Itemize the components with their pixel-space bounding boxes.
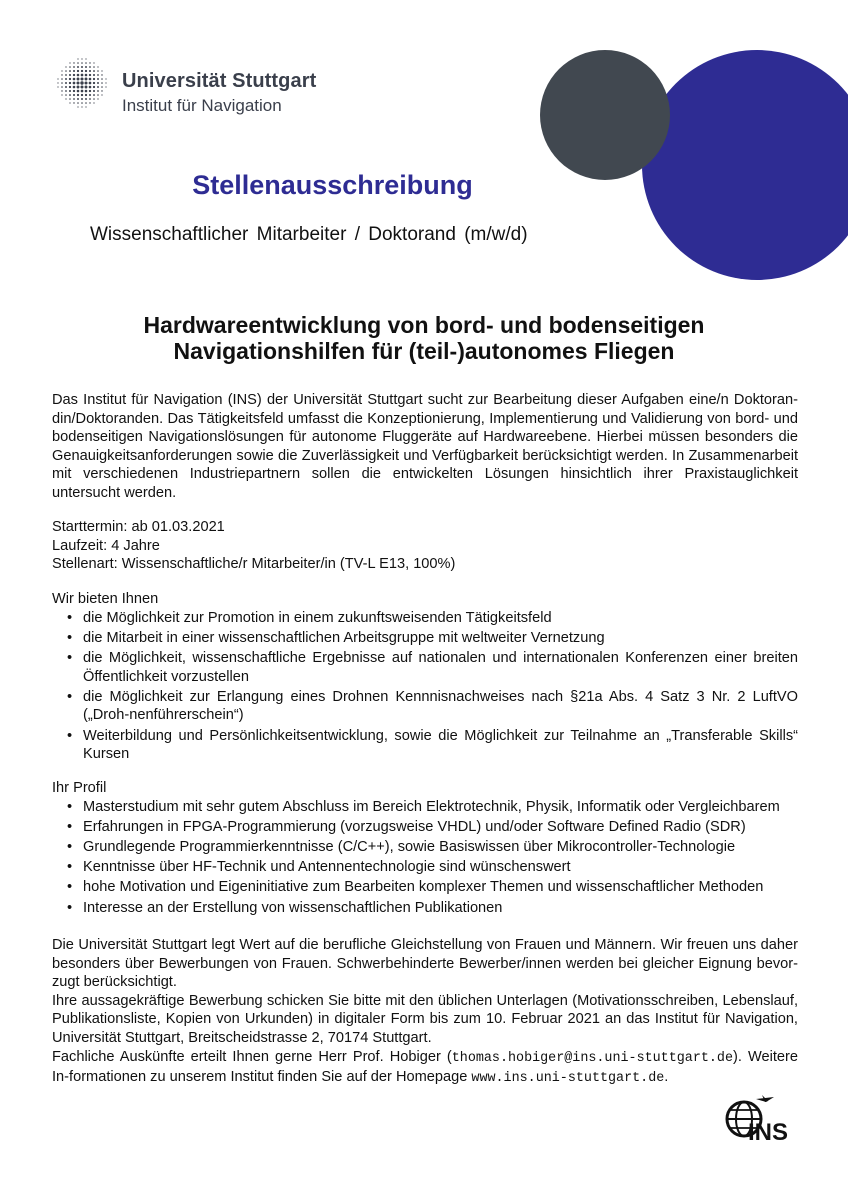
list-item: • die Möglichkeit, wissenschaftliche Ergebnisse auf nationalen und internationalen Konferenzen einer breiten Öffentlichkeit vorzustellen bbox=[52, 649, 798, 686]
ins-logo-text: INS bbox=[748, 1119, 789, 1143]
headline-line-1: Hardwareentwicklung von bord- und bodenseitigen bbox=[143, 312, 705, 338]
list-item: • die Möglichkeit zur Erlangung eines Drohnen Kennnisnachweises nach §21a Abs. 4 Satz 3 Nr. 2 LuftVO („Droh-nenführerschein“) bbox=[52, 688, 798, 725]
list-item: • die Mitarbeit in einer wissenschaftlichen Arbeitsgruppe mit weltweiter Vernetzung bbox=[52, 629, 798, 648]
application-paragraph: Ihre aussagekräftige Bewerbung schicken Sie bitte mit den üblichen Unterlagen (Motivationsschreiben, Lebenslauf, Publikationsliste, Kopien von Urkunden) in digitaler Form bis zum 10. Februar 2021 an das Institut für Navigation, Universität Stuttgart, Breitscheidstrasse 2, 70174 Stuttgart. bbox=[52, 992, 798, 1046]
list-item: • Masterstudium mit sehr gutem Abschluss im Bereich Elektrotechnik, Physik, Informatik oder Vergleichbarem bbox=[52, 798, 798, 817]
page-title: Stellenausschreibung bbox=[192, 170, 473, 200]
profile-list bbox=[52, 798, 798, 918]
headline-line-2: Navigationshilfen für (teil-)autonomes Fliegen bbox=[173, 338, 675, 364]
contact-prefix: Fachliche Auskünfte erteilt Ihnen gerne Herr Prof. Hobiger ( bbox=[52, 1048, 452, 1065]
intro-paragraph: Das Institut für Navigation (INS) der Universität Stuttgart sucht zur Bearbeitung dieser Aufgaben eine/n Doktoran-din/Doktoranden. Das Tätigkeitsfeld umfasst die Konzeptionierung, Implementierung und Validierung von bord- und bodenseitigen Navigationslösungen für autonome Fluggeräte auf Hardwareebene. Hierbei müssen besonders die Genauigkeitsanforderungen sowie die Zuverlässigkeit und Verfügbarkeit berücksichtigt werden. In Zusammenarbeit mit verschiedenen Industriepartnern sollen die entwickelten Lösungen hinsichtlich ihrer Praxistauglichkeit untersucht werden. bbox=[52, 392, 798, 501]
position-details bbox=[52, 518, 798, 574]
profile-section bbox=[52, 779, 798, 919]
list-item: • Kenntnisse über HF-Technik und Antennentechnologie sind wünschenswert bbox=[52, 858, 798, 877]
contact-paragraph bbox=[52, 1048, 798, 1089]
offer-section bbox=[52, 590, 798, 765]
list-item: • die Möglichkeit zur Promotion in einem zukunftsweisenden Tätigkeitsfeld bbox=[52, 609, 798, 628]
homepage-link[interactable]: www.ins.uni-stuttgart.de bbox=[471, 1071, 665, 1087]
equality-paragraph: Die Universität Stuttgart legt Wert auf die berufliche Gleichstellung von Frauen und Männern. Wir freuen uns daher besonders über Bewerbungen von Frauen. Schwerbehinderte Bewerber/innen werden bei gleicher Eignung bevor-zugt berücksichtigt. bbox=[52, 937, 798, 991]
list-item: • Grundlegende Programmierkenntnisse (C/C++), sowie Basiswissen über Mikrocontroller-Technologie bbox=[52, 838, 798, 857]
duration: Laufzeit: 4 Jahre bbox=[52, 537, 160, 554]
offer-heading: Wir bieten Ihnen bbox=[52, 591, 159, 607]
decorative-circle-blue bbox=[642, 50, 848, 280]
profile-heading: Ihr Profil bbox=[52, 780, 107, 796]
project-headline bbox=[40, 312, 808, 364]
contact-suffix: . bbox=[664, 1069, 669, 1086]
list-item: • Erfahrungen in FPGA-Programmierung (vorzugsweise VHDL) und/oder Software Defined Radio (SDR) bbox=[52, 818, 798, 837]
list-item: • Interesse an der Erstellung von wissenschaftlichen Publikationen bbox=[52, 899, 798, 918]
globe-airplane-icon bbox=[722, 1093, 802, 1143]
decorative-circle-dark bbox=[540, 50, 670, 180]
closing-section bbox=[52, 936, 798, 1089]
contact-middle: ). Weitere In-formationen zu unserem Institut finden Sie auf der Homepage bbox=[52, 1048, 798, 1086]
list-item: • hohe Motivation und Eigeninitiative zum Bearbeiten komplexer Themen und wissenschaftlicher Methoden bbox=[52, 878, 798, 897]
start-date: Starttermin: ab 01.03.2021 bbox=[52, 519, 225, 535]
institute-name: Institut für Navigation bbox=[122, 96, 282, 115]
position-type: Stellenart: Wissenschaftliche/r Mitarbeiter/in (TV-L E13, 100%) bbox=[52, 556, 456, 573]
university-logo-dots bbox=[56, 57, 108, 109]
position-subtitle: Wissenschaftlicher Mitarbeiter / Doktorand (m/w/d) bbox=[90, 224, 528, 245]
contact-email[interactable]: thomas.hobiger@ins.uni-stuttgart.de bbox=[451, 1050, 733, 1066]
university-name: Universität Stuttgart bbox=[122, 70, 317, 92]
offer-list bbox=[52, 609, 798, 764]
ins-logo bbox=[722, 1093, 802, 1143]
list-item: • Weiterbildung und Persönlichkeitsentwicklung, sowie die Möglichkeit zur Teilnahme an „Transferable Skills“ Kursen bbox=[52, 727, 798, 764]
